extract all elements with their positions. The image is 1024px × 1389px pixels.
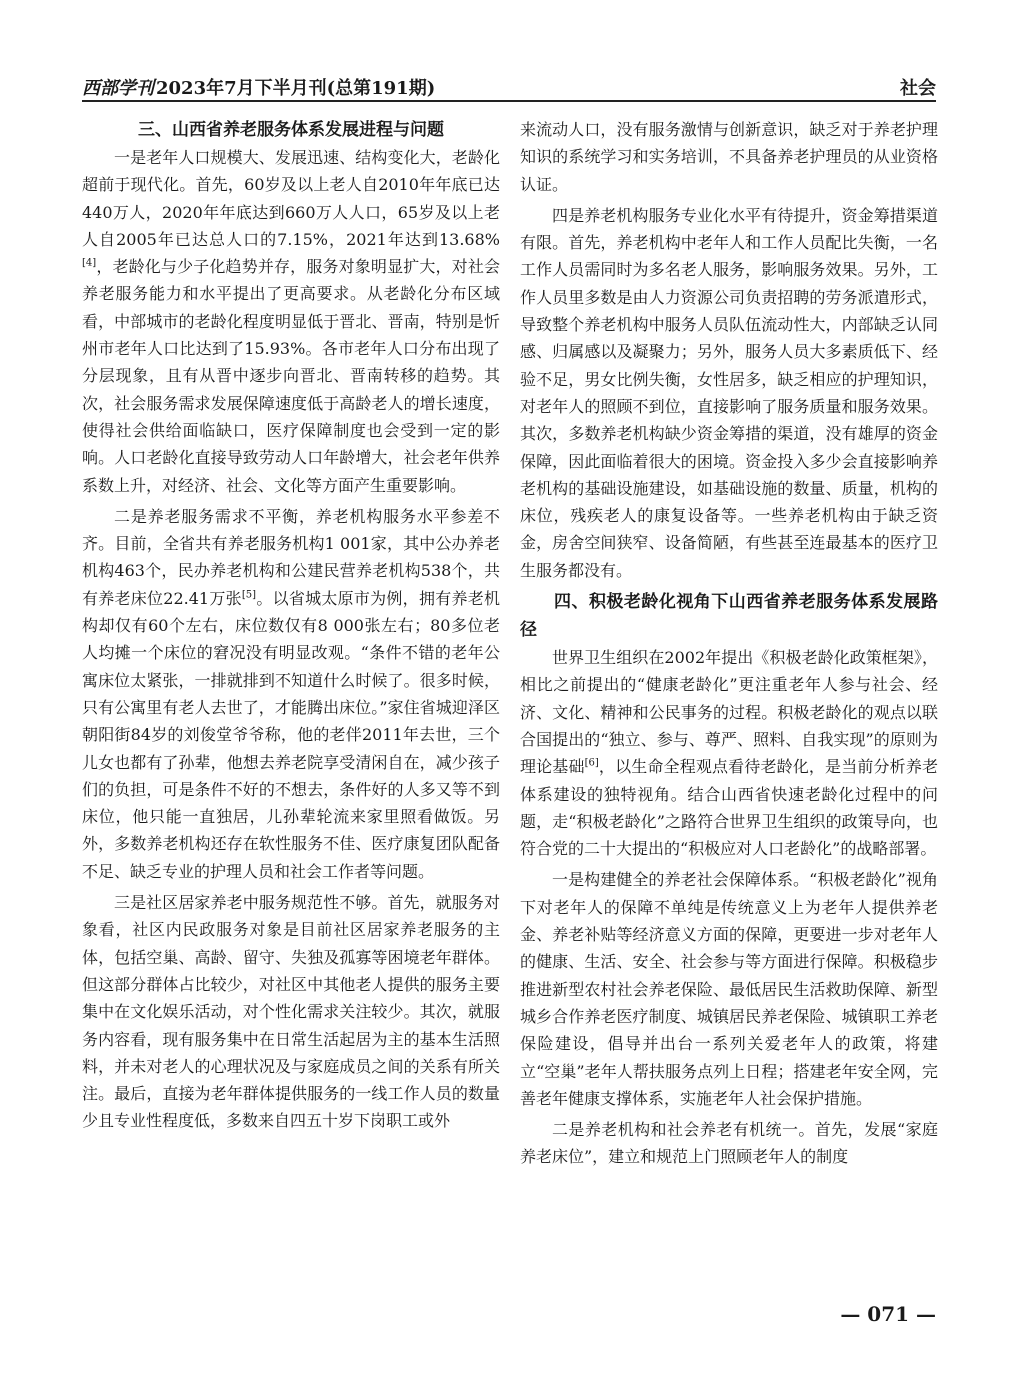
citation-5: [5] [241, 589, 257, 601]
paragraph-text: 。以省城太原市为例，拥有养老机构却仅有60个左右，床位数仅有8 000张左右；80多位老人均摊一个床位的窘况没有明显改观。“条件不错的老年公寓床位太紧张，一排就排到不知道什么时候了。很多时候，只有公寓里有老人去世了，才能腾出床位。”家住省城迎泽区朝阳街84岁的刘俊堂爷爷称，他的老伴2011年去世，三个儿女也都有了孙辈，他想去养老院享受清闲自在，减少孩子们的负担，可是条件不好的不想去，条件好的人多又等不到床位，他只能一直独居，儿孙辈轮流来家里照看做饭。另外，多数养老机构还存在软性服务不佳、医疗康复团队配备不足、缺乏专业的护理人员和社会工作者等问题。 [82, 588, 500, 881]
running-header [82, 70, 936, 100]
paragraph-who-framework [520, 644, 938, 862]
section-3-heading: 三、山西省养老服务体系发展进程与问题 [138, 120, 444, 140]
paragraph-text: 世界卫生组织在2002年提出《积极老龄化政策框架》，相比之前提出的“健康老龄化”更注重老年人参与社会、经济、文化、精神和公民事务的过程。积极老龄化的观点以联合国提出的“独立、参与、尊严、照料、自我实现”的原则为理论基础 [520, 648, 938, 777]
paragraph-text: 一是老年人口规模大、发展迅速、结构变化大，老龄化超前于现代化。首先，60岁及以上老人自2010年年底已达440万人，2020年年底达到660万人人口，65岁及以上老人自2005年已达总人口的7.15%，2021年达到13.68% [82, 148, 500, 249]
paragraph-continued: 来流动人口，没有服务激情与创新意识，缺乏对于养老护理知识的系统学习和实务培训，不具备养老护理员的从业资格认证。 [520, 120, 938, 194]
citation-6: [6] [584, 757, 599, 769]
journal-masthead: 西部学刊 [82, 78, 154, 99]
paragraph-text: 二是养老服务需求不平衡，养老机构服务水平参差不齐。目前，全省共有养老服务机构1 001家，其中公办养老机构463个，民办养老机构和公建民营养老机构538个，共有养老床位22.41万张 [82, 506, 500, 608]
paragraph-social-security: 一是构建健全的养老社会保障体系。“积极老龄化”视角下对老年人的保障不单纯是传统意义上为老年人提供养老金、养老补贴等经济意义方面的保障，更要进一步对老年人的健康、生活、安全、社会参与等方面进行保障。积极稳步推进新型农村社会养老保险、最低居民生活救助保障、新型城乡合作养老医疗制度、城镇居民养老保险、城镇职工养老保险建设，倡导并出台一系列关爱老年人的政策，将建立“空巢”老年人帮扶服务点列上日程；搭建老年安全网，完善老年健康支撑体系，实施老年人社会保护措施。 [520, 870, 938, 1108]
header-rule [82, 100, 936, 102]
paragraph-community-service: 三是社区居家养老中服务规范性不够。首先，就服务对象看，社区内民政服务对象是目前社区居家养老服务的主体，包括空巢、高龄、留守、失独及孤寡等困境老年群体。但这部分群体占比较少，对社区中其他老人提供的服务主要集中在文化娱乐活动，对个性化需求关注较少。其次，就服务内容看，现有服务集中在日常生活起居为主的基本生活照料，并未对老人的心理状况及与家庭成员之间的关系有所关注。最后，直接为老年群体提供服务的一线工作人员的数量少且专业性程度低，多数来自四五十岁下岗职工或外 [82, 893, 500, 1131]
paragraph-text: ，以生命全程观点看待老龄化，是当前分析养老体系建设的独特视角。结合山西省快速老龄化过程中的问题，走“积极老龄化”之路符合世界卫生组织的政策导向，也符合党的二十大提出的“积极应对人口老龄化”的战略部署。 [520, 757, 938, 859]
section-4-heading: 四、积极老龄化视角下山西省养老服务体系发展路径 [520, 592, 938, 641]
paragraph-aging-scale [82, 144, 500, 499]
citation-4: [4] [82, 257, 97, 269]
paragraph-institution-integration: 二是养老机构和社会养老有机统一。首先，发展“家庭养老床位”，建立和规范上门照顾老年人的制度 [520, 1120, 938, 1167]
left-column [82, 116, 500, 1296]
paragraph-demand-imbalance [82, 503, 500, 885]
section-label: 社会 [900, 78, 936, 99]
right-column [520, 116, 938, 1296]
paragraph-institution-professionalism: 四是养老机构服务专业化水平有待提升，资金筹措渠道有限。首先，养老机构中老年人和工作人员配比失衡，一名工作人员需同时为多名老人服务，影响服务效果。另外，工作人员里多数是由人力资源公司负责招聘的劳务派遣形式，导致整个养老机构中服务人员队伍流动性大，内部缺乏认同感、归属感以及凝聚力；另外，服务人员大多素质低下、经验不足，男女比例失衡，女性居多，缺乏相应的护理知识，对老年人的照顾不到位，直接影响了服务质量和服务效果。其次，多数养老机构缺少资金筹措的渠道，没有雄厚的资金保障，因此面临着很大的困境。资金投入多少会直接影响养老机构的基础设施建设，如基础设施的数量、质量，机构的床位，残疾老人的康复设备等。一些养老机构由于缺乏资金，房舍空间狭窄、设备简陋，有些甚至连最基本的医疗卫生服务都没有。 [520, 205, 938, 580]
paragraph-text: ，老龄化与少子化趋势并存，服务对象明显扩大，对社会养老服务能力和水平提出了更高要求。从老龄化分布区域看，中部城市的老龄化程度明显低于晋北、晋南，特别是忻州市老年人口比达到了15.93%。各市老年人口分布出现了分层现象，且有从晋中逐步向晋北、晋南转移的趋势。其次，社会服务需求发展保障速度低于高龄老人的增长速度，使得社会供给面临缺口，医疗保障制度也会受到一定的影响。人口老龄化直接导致劳动人口年龄增大，社会老年供养系数上升，对经济、社会、文化等方面产生重要影响。 [82, 257, 500, 495]
journal-info [82, 74, 435, 100]
issue-info: 2023年7月下半月刊(总第191期) [156, 78, 436, 99]
page-number: — 071 — [840, 1302, 936, 1326]
